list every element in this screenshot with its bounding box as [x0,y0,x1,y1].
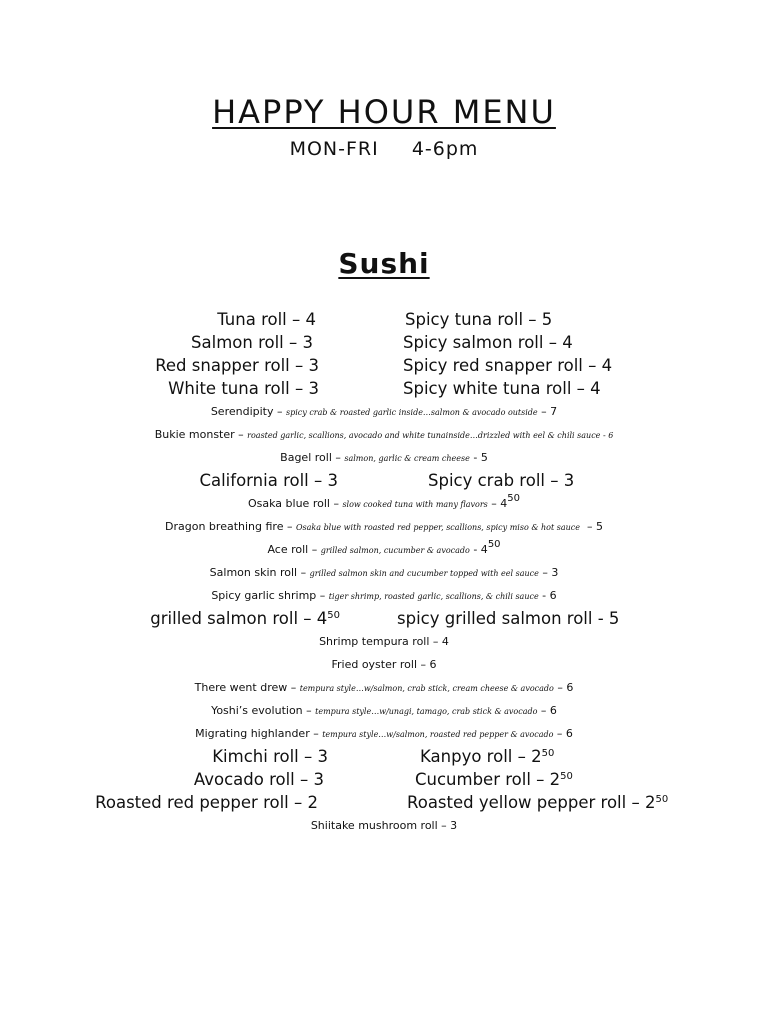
menu-item: Salmon roll – 3 [191,333,313,352]
menu-item-name: Bagel roll – [280,451,345,464]
menu-item [150,607,340,630]
section-heading [0,246,768,282]
section-heading-text: Sushi [338,247,430,280]
menu-item: spicy grilled salmon roll - 5 [397,609,620,628]
menu-item-price: – 4 [487,497,508,510]
price-superscript: 50 [560,771,573,782]
menu-item: Red snapper roll – 3 [155,356,319,375]
menu-item-description: slow cooked tuna with many flavors [342,500,488,509]
menu-item-price: – 6 [537,704,557,717]
menu-item: California roll – 3 [199,471,338,490]
menu-item-text: Roasted yellow pepper roll – 2 [407,793,656,812]
menu-item [420,745,554,768]
menu-row [0,492,768,515]
menu-item-name: There went drew – [194,681,300,694]
menu-item-description: Osaka blue with roasted red pepper, scallions, spicy miso & hot sauce [295,523,580,532]
menu-item: Roasted red pepper roll – 2 [95,793,318,812]
menu-item: Spicy red snapper roll – 4 [403,356,613,375]
menu-item: Avocado roll – 3 [193,770,324,789]
menu-item-name: Spicy garlic shrimp – [211,589,329,602]
menu-item: White tuna roll – 3 [168,379,319,398]
menu-item-name: Serendipity – [210,405,286,418]
menu-row [0,607,768,630]
menu-row [0,423,768,446]
menu-item-price: - 5 [469,451,488,464]
menu-item-name: Migrating highlander – [195,727,323,740]
menu-row [0,400,768,423]
menu-row [0,630,768,653]
menu-item: Spicy white tuna roll – 4 [403,379,601,398]
menu-item-text: Cucumber roll – 2 [415,770,561,789]
menu-title-text: HAPPY HOUR MENU [212,93,556,131]
menu-row [0,561,768,584]
menu-item: Spicy tuna roll – 5 [405,310,553,329]
menu-item-description: spicy crab & roasted garlic inside…salmon & avocado outside [285,408,538,417]
menu-item-text: Kanpyo roll – 2 [420,747,542,766]
price-superscript: 50 [487,539,501,550]
menu-item-price: – 3 [538,566,559,579]
menu-item-description: tiger shrimp, roasted garlic, scallions, & chili sauce [328,592,539,601]
menu-item: Spicy crab roll – 3 [428,471,575,490]
menu-row [0,469,768,492]
price-superscript: 50 [655,794,669,805]
menu-item-name: Dragon breathing fire – [165,520,296,533]
menu-item: Fried oyster roll – 6 [331,658,437,671]
menu-item: Spicy salmon roll – 4 [403,333,573,352]
menu-row [0,331,768,354]
menu-item [407,791,668,814]
menu-title [0,92,768,132]
menu-item-description: tempura style…w/salmon, roasted red pepper & avocado [322,730,554,739]
menu-row [0,653,768,676]
menu-item-description: roasted garlic, scallions, avocado and white tunainside…drizzled with eel & chili sauce - 6 [247,431,614,440]
menu-row [0,446,768,469]
menu-row [0,814,768,837]
menu-item-price: - 4 [469,543,488,556]
menu-item-name: Bukie monster – [154,428,248,441]
menu-row [0,377,768,400]
price-superscript: 50 [327,610,340,621]
menu-item-price: – 6 [553,681,574,694]
menu-item-description: grilled salmon skin and cucumber topped with eel sauce [309,569,539,578]
price-superscript: 50 [541,748,555,759]
menu-row [0,791,768,814]
menu-row [0,745,768,768]
menu-item-price: – 5 [579,520,603,533]
menu-item: Tuna roll – 4 [217,310,316,329]
menu-row [0,699,768,722]
menu-item-price: – 6 [553,727,573,740]
menu-item-description: tempura style…w/salmon, crab stick, cream cheese & avocado [299,684,554,693]
menu-row [0,584,768,607]
menu-row [0,768,768,791]
menu-row [0,538,768,561]
menu-item-description: salmon, garlic & cream cheese [344,454,470,463]
menu-item: Kimchi roll – 3 [212,747,328,766]
menu-item [415,768,573,791]
menu-item-name: Yoshi’s evolution – [211,704,316,717]
menu-row [0,308,768,331]
menu-row [0,722,768,745]
menu-row [0,354,768,377]
menu-item-price: – 7 [537,405,558,418]
menu-row [0,515,768,538]
menu-item-name: Osaka blue roll – [248,497,343,510]
menu-item-description: tempura style…w/unagi, tamago, crab stick & avocado [315,707,538,716]
menu-row [0,676,768,699]
menu-item-text: grilled salmon roll – 4 [150,609,328,628]
menu-item-name: Salmon skin roll – [209,566,310,579]
menu-hours: MON-FRI 4-6pm [289,138,479,160]
menu-item-description: grilled salmon, cucumber & avocado [320,546,470,555]
menu-item: Shrimp tempura roll – 4 [319,635,449,648]
price-superscript: 50 [507,493,520,504]
menu-item: Shiitake mushroom roll – 3 [310,819,458,832]
menu-item-name: Ace roll – [267,543,321,556]
menu-item-price: - 6 [538,589,557,602]
